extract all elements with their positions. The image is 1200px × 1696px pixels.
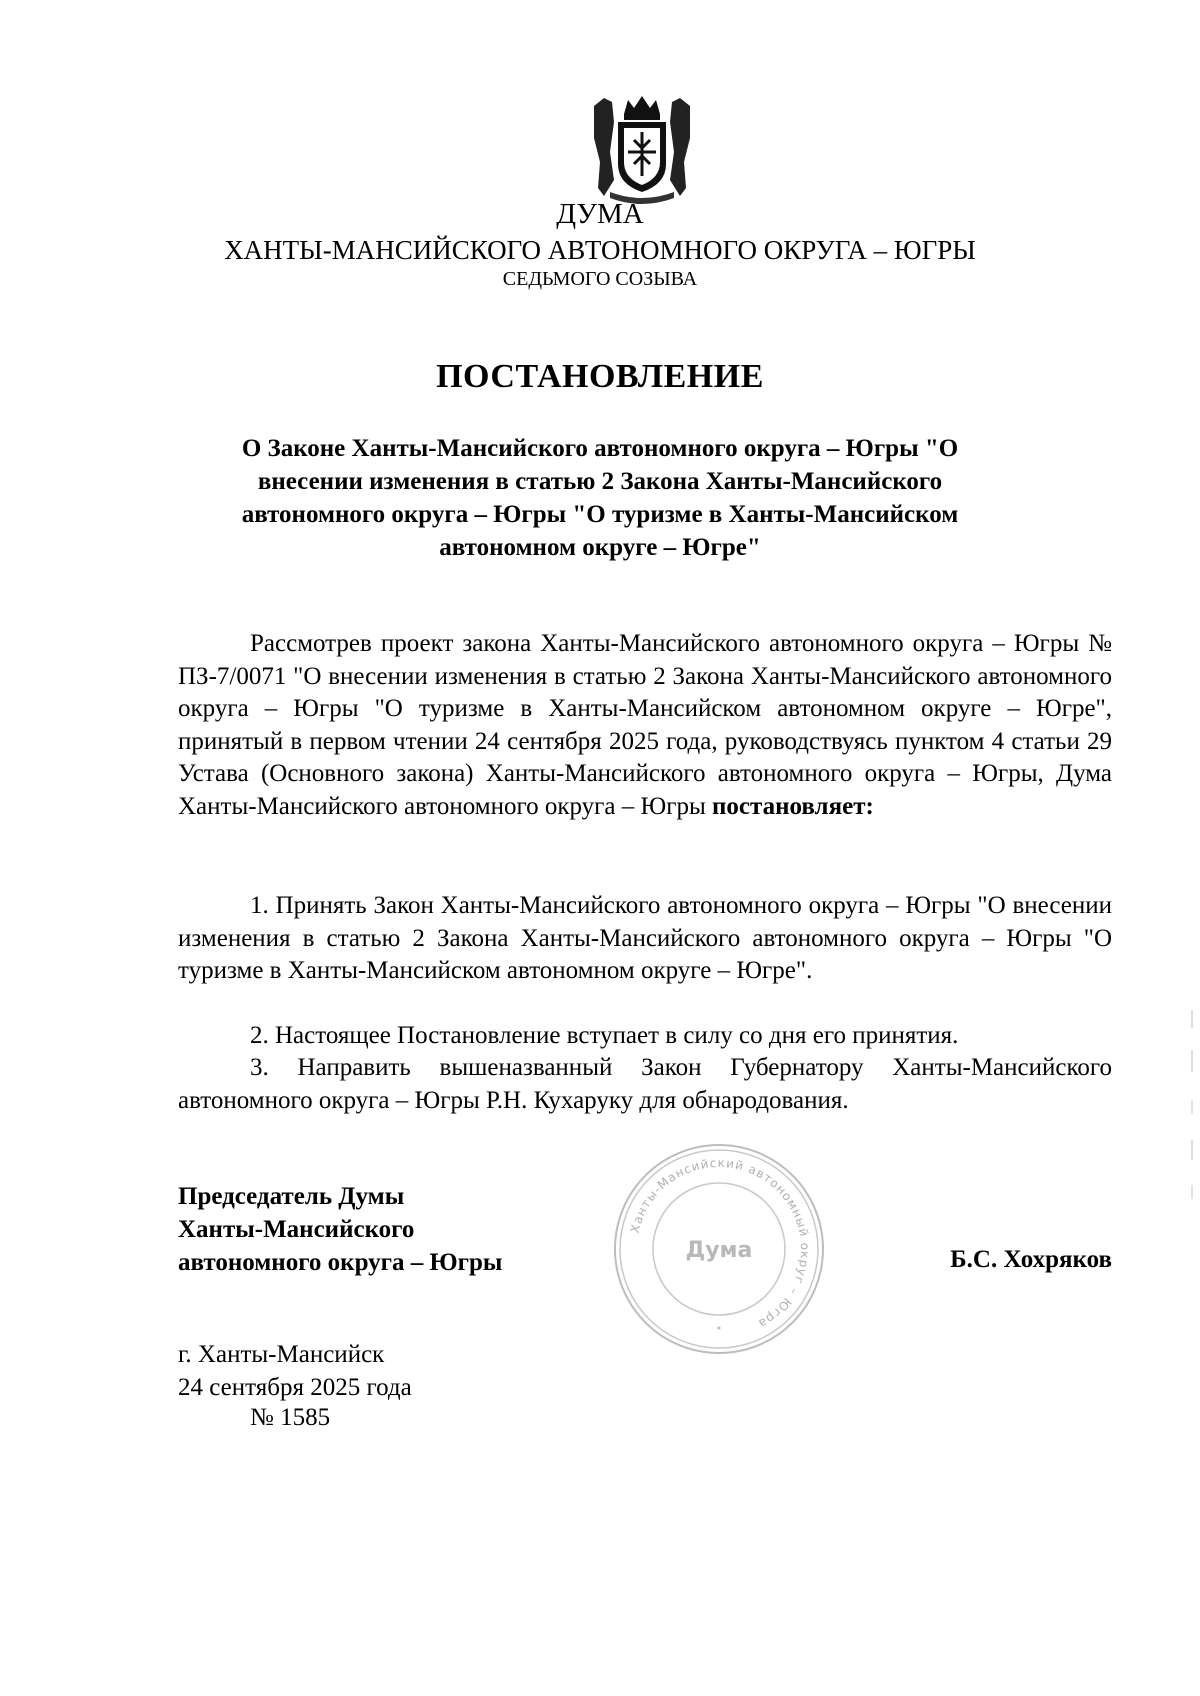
- date: 24 сентября 2025 года: [178, 1374, 412, 1401]
- official-seal: [610, 1140, 828, 1358]
- decision-item-2: 2. Настоящее Постановление вступает в силу со дня его принятия.: [250, 1022, 959, 1049]
- intro-paragraph: [178, 628, 1112, 823]
- intro-text: Рассмотрев проект закона Ханты-Мансийского автономного округа – Югры № ПЗ-7/0071 "О внесении изменения в статью 2 Закона Ханты-Мансийского автономного округа – Югры "О туризме в Ханты-Мансийском автономном округе – Югре", принятый в первом чтении 24 сентября 2025 года, руководствуясь пунктом 4 статьи 29 Устава (Основного закона) Ханты-Мансийского автономного округа – Югры, Дума Ханты-Мансийского автономного округа – Югры: [178, 630, 1112, 820]
- place-and-date: [178, 1338, 412, 1404]
- signatory-title-line: автономного округа – Югры: [178, 1249, 503, 1276]
- document-subject: О Законе Ханты-Мансийского автономного округа – Югры "О внесении изменения в статью 2 Закона Ханты-Мансийского автономного округа – Югры "О туризме в Ханты-Мансийском автономном округе – Югре": [241, 435, 959, 561]
- signatory-title-line: Председатель Думы: [178, 1183, 405, 1210]
- convocation: СЕДЬМОГО СОЗЫВА: [502, 268, 698, 290]
- region-name: ХАНТЫ-МАНСИЙСКОГО АВТОНОМНОГО ОКРУГА – ЮГРЫ: [224, 235, 976, 265]
- signatory-title-line: Ханты-Мансийского: [178, 1216, 415, 1243]
- issuing-body: ДУМА: [556, 198, 644, 230]
- signatory-name: Б.С. Хохряков: [950, 1246, 1112, 1273]
- scan-edge-marks: [1189, 1010, 1195, 1230]
- decision-item-3: 3. Направить вышеназванный Закон Губернатору Ханты-Мансийского автономного округа – Югры Р.Н. Кухаруку для обнародования.: [178, 1054, 1112, 1114]
- svg-text:Дума: Дума: [685, 1238, 753, 1263]
- coat-of-arms-icon: [590, 92, 694, 204]
- decision-verb: постановляет:: [712, 792, 874, 820]
- svg-text:Ханты-Мансийский автономный ок: Ханты-Мансийский автономный округ – Югра: [627, 1155, 813, 1332]
- document-type: ПОСТАНОВЛЕНИЕ: [436, 358, 764, 395]
- decision-item-1: 1. Принять Закон Ханты-Мансийского автономного округа – Югры "О внесении изменения в статью 2 Закона Ханты-Мансийского автономного округа – Югры "О туризме в Ханты-Мансийском автономном округе – Югре".: [178, 892, 1112, 984]
- city: г. Ханты-Мансийск: [178, 1341, 385, 1368]
- document-number: № 1585: [250, 1404, 331, 1431]
- signatory-title: [178, 1180, 502, 1279]
